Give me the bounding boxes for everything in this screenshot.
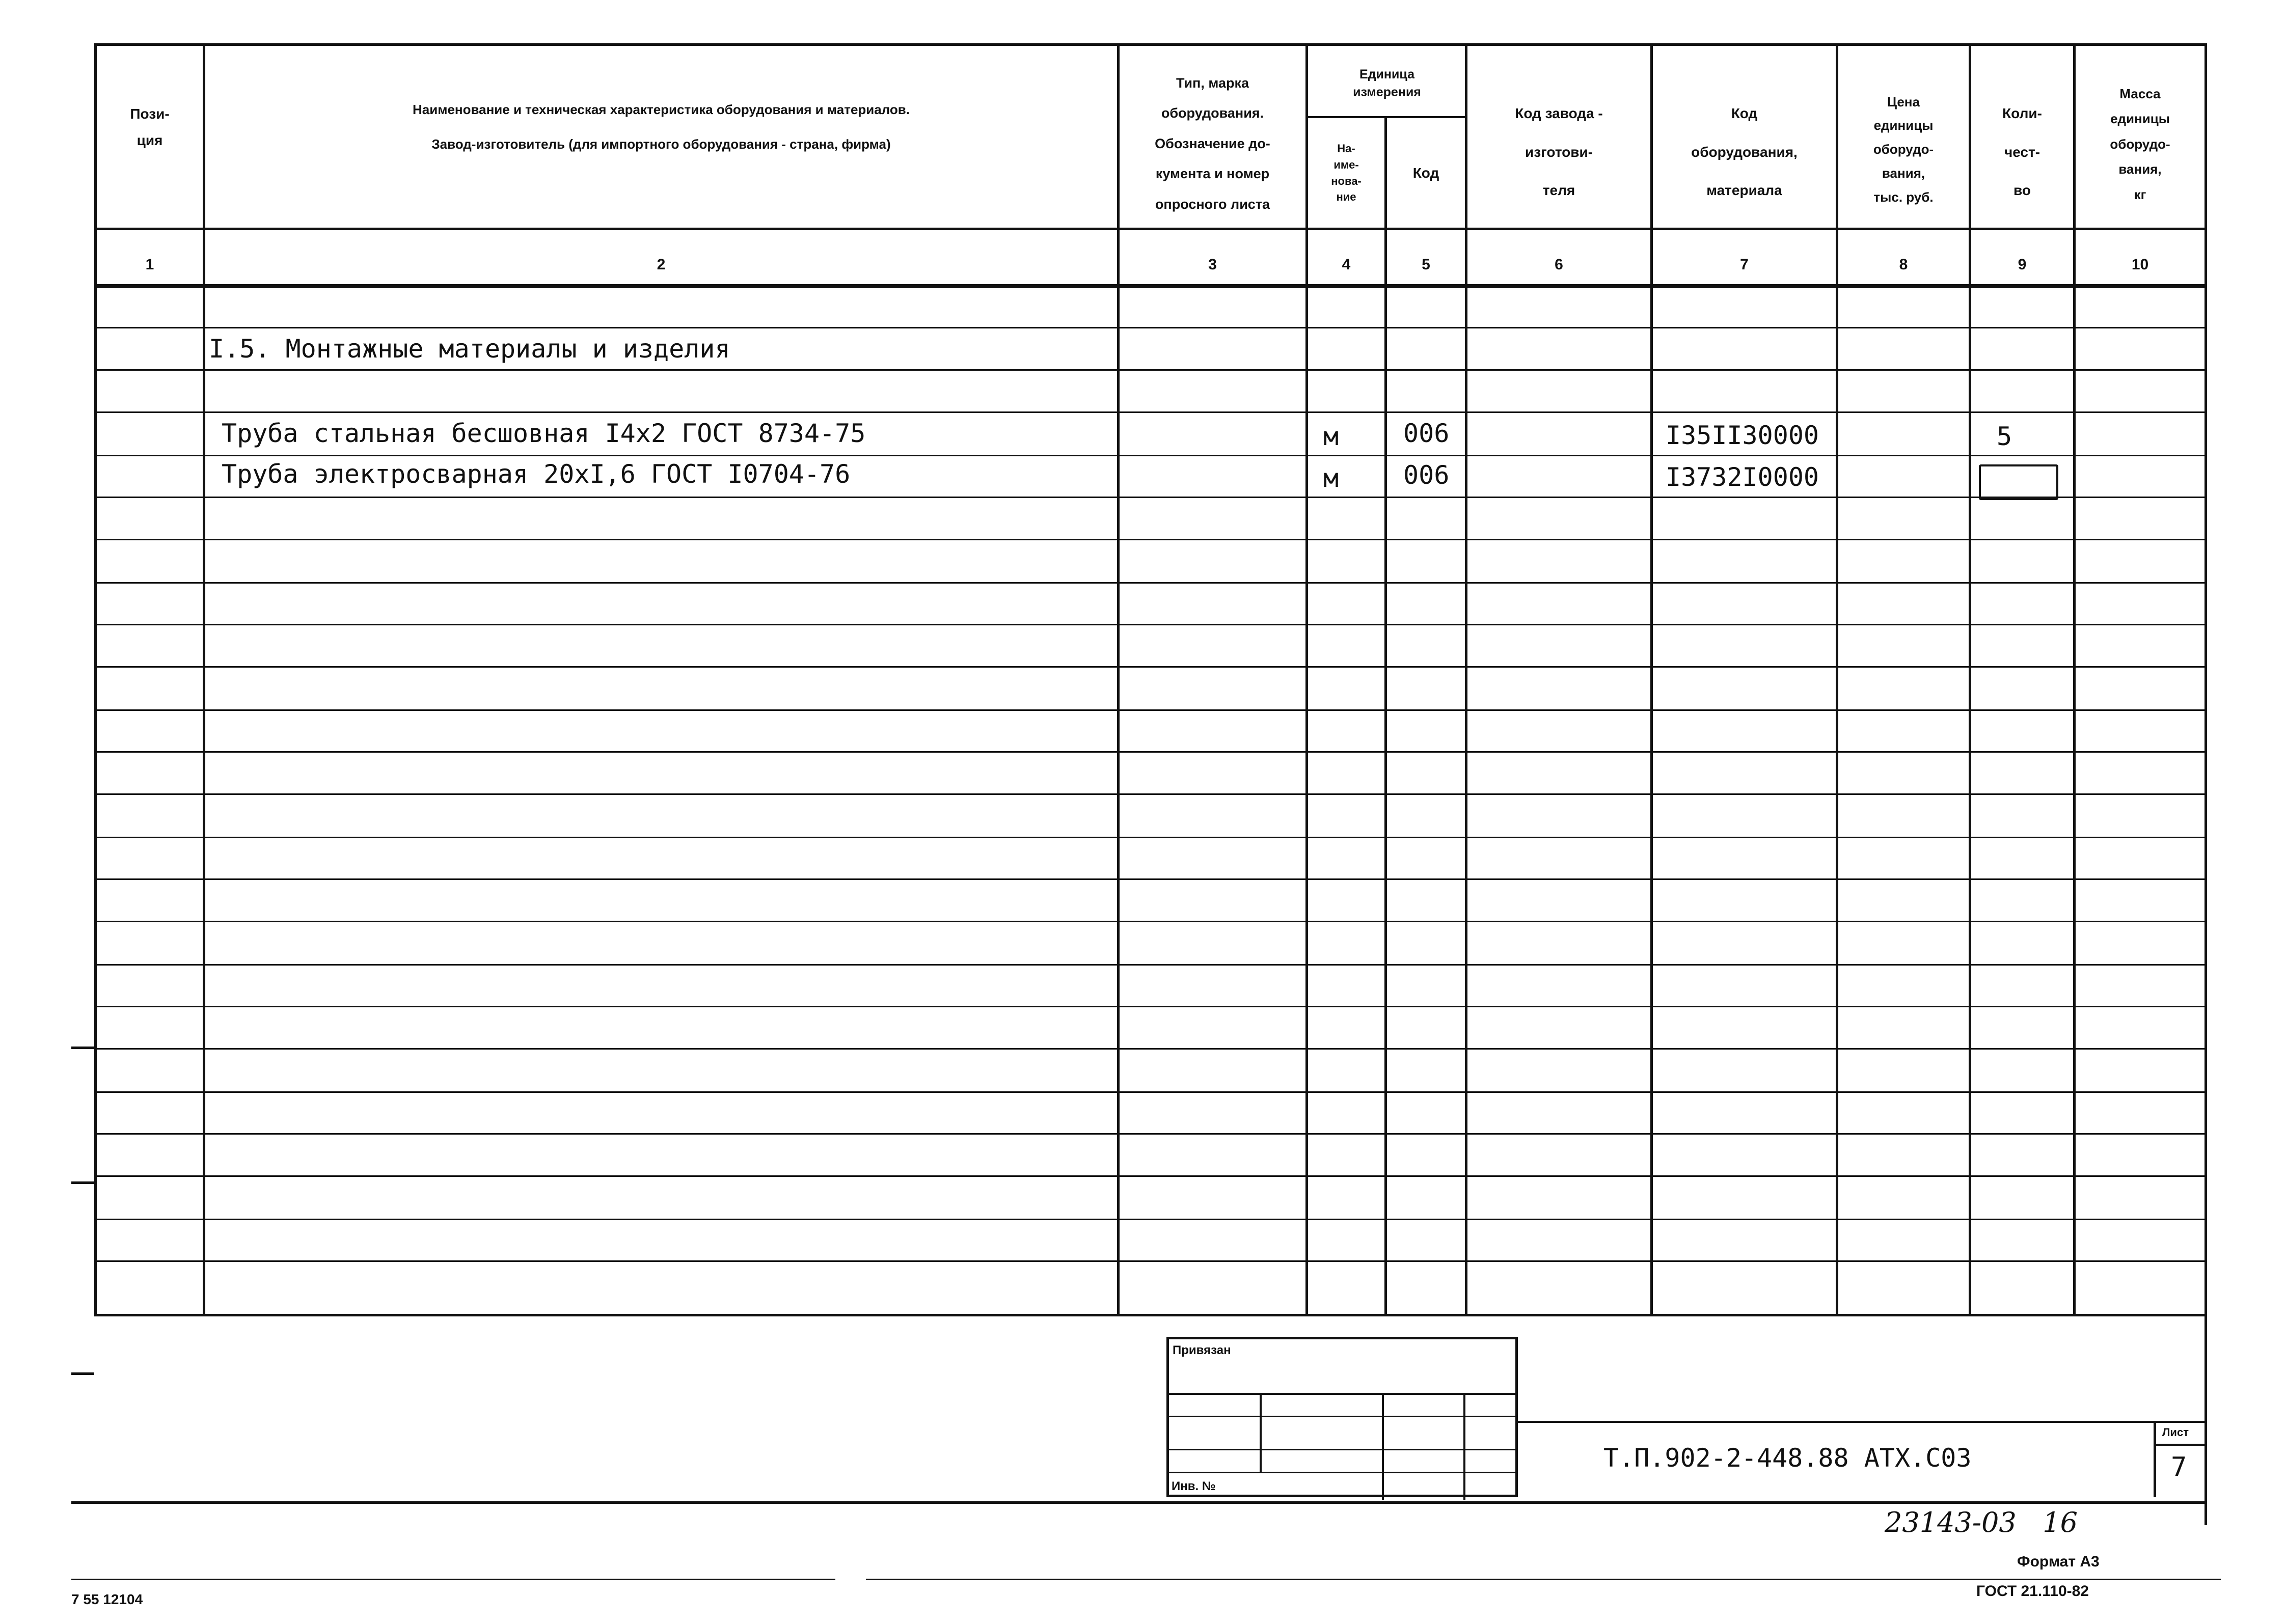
header-unit-code: Код xyxy=(1412,164,1439,181)
row-1-quantity: 5 xyxy=(1997,422,2012,451)
handwritten-note: 23143-03 16 xyxy=(1885,1506,2078,1538)
gost-label: ГОСТ 21.110-82 xyxy=(1976,1583,2089,1600)
margin-tick xyxy=(71,1372,94,1375)
row-line xyxy=(94,1175,2206,1177)
row-2-quantity-box xyxy=(1979,464,2058,500)
row-line xyxy=(94,878,2206,880)
column-number-5: 5 xyxy=(1422,256,1430,273)
sheet-number: 7 xyxy=(2171,1452,2187,1482)
archive-code: 7 55 12104 xyxy=(71,1591,143,1607)
row-2-equipment-code: I3732I0000 xyxy=(1666,462,1819,492)
col-line-1 xyxy=(203,43,205,1316)
row-line xyxy=(94,1260,2206,1262)
row-line xyxy=(94,287,2206,288)
row-2-name: Труба электросварная 20хI,6 ГОСТ I0704-76 xyxy=(222,459,851,489)
col-line-2 xyxy=(1117,43,1120,1316)
col-line-4 xyxy=(1384,116,1387,1316)
row-line xyxy=(94,793,2206,795)
col-line-3 xyxy=(1305,43,1308,1316)
section-title: I.5. Монтажные материалы и изделия xyxy=(209,334,730,364)
document-designation: Т.П.902-2-448.88 АТХ.С03 xyxy=(1603,1443,1972,1473)
table-border-bottom xyxy=(94,1314,2206,1316)
row-line xyxy=(94,369,2206,371)
row-line xyxy=(94,921,2206,922)
row-1-unit-code: 006 xyxy=(1403,419,1450,448)
margin-tick xyxy=(71,1047,94,1049)
footer-line xyxy=(866,1579,2221,1580)
header-name xyxy=(205,76,1117,178)
column-number-1: 1 xyxy=(145,256,154,273)
col-line-6 xyxy=(1650,43,1653,1316)
stamp-vline xyxy=(1382,1393,1384,1500)
row-line xyxy=(94,624,2206,625)
header-quantity: Коли- чест- во xyxy=(2002,105,2042,199)
row-1-name: Труба стальная бесшовная I4х2 ГОСТ 8734-75 xyxy=(222,419,866,448)
header-type: Тип, марка оборудования. Обозначение до- кумента и номер опросного листа xyxy=(1155,75,1270,212)
row-2-unit: м xyxy=(1323,463,1339,493)
stamp-inv-label: Инв. № xyxy=(1172,1479,1216,1493)
column-number-10: 10 xyxy=(2131,256,2149,273)
stamp-vline xyxy=(1463,1393,1465,1500)
row-line xyxy=(94,327,2206,328)
row-line xyxy=(94,1006,2206,1007)
row-line xyxy=(94,539,2206,540)
footer-line xyxy=(71,1579,835,1580)
row-line xyxy=(94,1219,2206,1220)
column-number-9: 9 xyxy=(2018,256,2027,273)
row-line xyxy=(94,666,2206,668)
table-border-left xyxy=(94,43,97,1316)
header-price: Цена единицы оборудо- вания, тыс. руб. xyxy=(1873,94,1934,205)
row-line xyxy=(94,455,2206,456)
title-block-top-line xyxy=(1518,1421,2206,1423)
header-unit-group: Единица измерения xyxy=(1353,67,1421,99)
col-line-9 xyxy=(2073,43,2076,1316)
table-border-top xyxy=(94,43,2206,46)
row-1-unit: м xyxy=(1323,422,1339,451)
margin-tick xyxy=(71,1181,94,1184)
row-line xyxy=(94,582,2206,584)
header-mass: Масса единицы оборудо- вания, кг xyxy=(2110,86,2170,202)
row-line xyxy=(94,1133,2206,1135)
row-line xyxy=(94,497,2206,498)
row-line xyxy=(94,964,2206,966)
col-line-5 xyxy=(1465,43,1467,1316)
column-number-2: 2 xyxy=(657,256,666,273)
header-position: Пози- ция xyxy=(130,106,170,148)
row-line xyxy=(94,837,2206,838)
row-line xyxy=(94,709,2206,711)
header-factory-code: Код завода - изготови- теля xyxy=(1515,105,1603,199)
table-border-right xyxy=(2205,43,2207,1525)
row-2-unit-code: 006 xyxy=(1403,460,1450,490)
column-number-8: 8 xyxy=(1899,256,1908,273)
header-unit-name: На- име- нова- ние xyxy=(1331,142,1362,204)
column-number-6: 6 xyxy=(1555,256,1563,273)
header-equipment-code: Код оборудования, материала xyxy=(1691,105,1798,199)
row-line xyxy=(94,411,2206,413)
col-line-8 xyxy=(1969,43,1971,1316)
frame-bottom-line xyxy=(71,1501,2207,1504)
stamp-vline xyxy=(1260,1393,1262,1472)
col-line-7 xyxy=(1836,43,1838,1316)
stamp-linked-label: Привязан xyxy=(1173,1343,1231,1357)
column-number-3: 3 xyxy=(1208,256,1217,273)
row-1-equipment-code: I35II30000 xyxy=(1666,421,1819,450)
header-name-line2: Завод-изготовитель (для импортного оборудования - страна, фирма) xyxy=(431,136,891,152)
column-number-7: 7 xyxy=(1740,256,1749,273)
column-number-4: 4 xyxy=(1342,256,1351,273)
sheet-box-line xyxy=(2154,1444,2205,1446)
row-line xyxy=(94,1091,2206,1093)
row-line xyxy=(94,751,2206,753)
header-name-line1: Наименование и техническая характеристика оборудования и материалов. xyxy=(412,102,910,118)
format-label: Формат А3 xyxy=(2017,1553,2100,1570)
row-line xyxy=(94,1048,2206,1050)
sheet-label: Лист xyxy=(2162,1426,2189,1439)
